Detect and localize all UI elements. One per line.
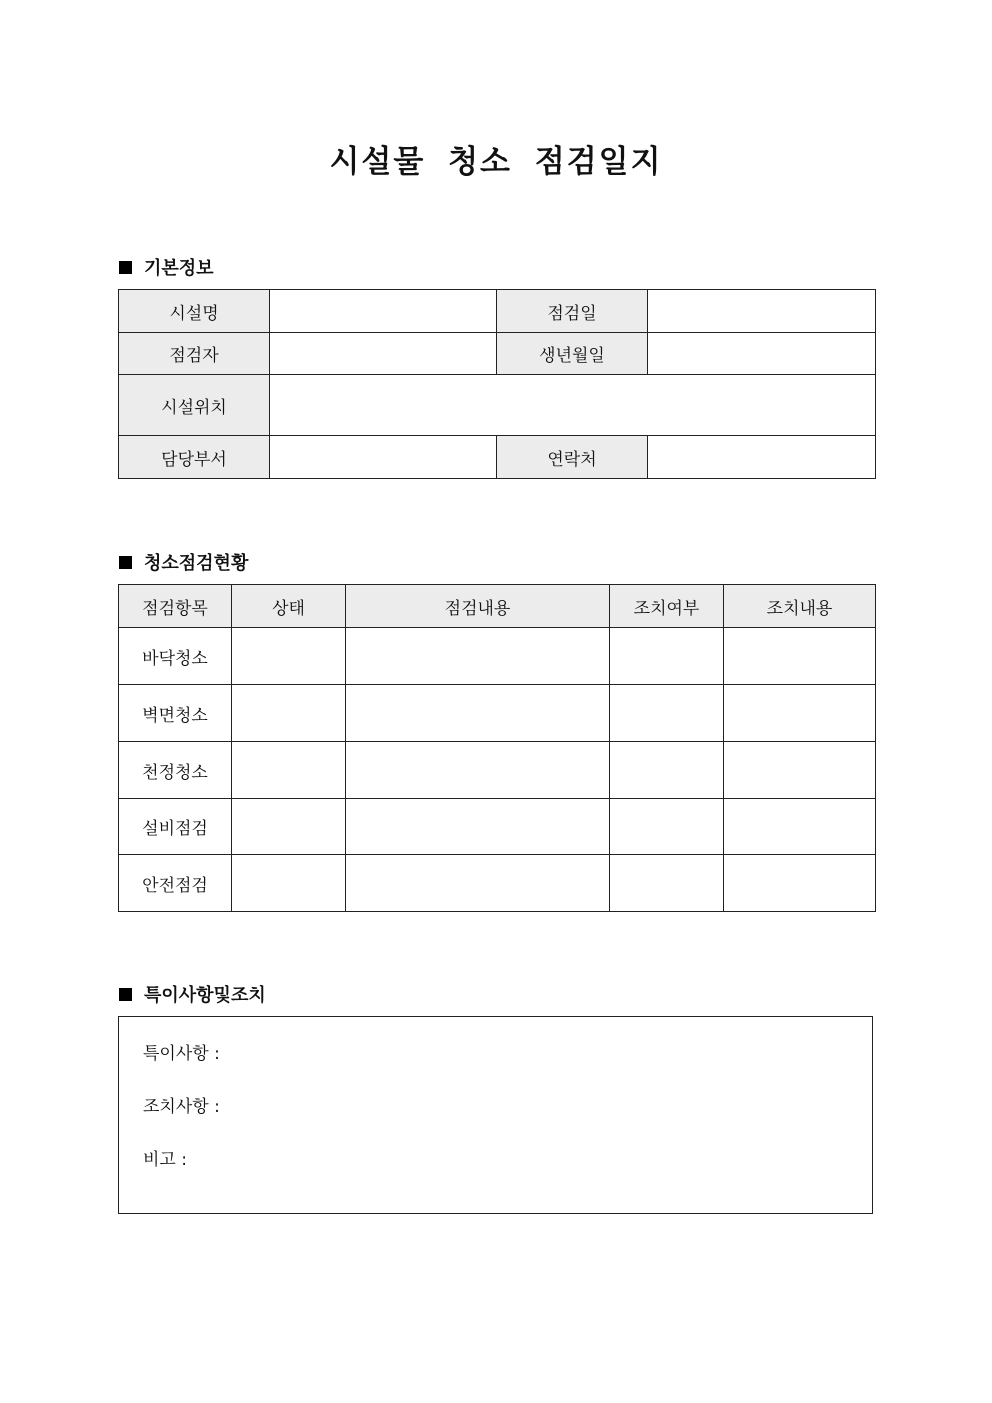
- header-status: 상태: [232, 585, 346, 628]
- inspector-field[interactable]: [270, 333, 497, 375]
- section-remarks-heading: [119, 981, 266, 1007]
- action-detail-cell[interactable]: [724, 742, 876, 799]
- action-detail-cell[interactable]: [724, 799, 876, 855]
- square-bullet-icon: [119, 556, 132, 569]
- note-label: 비고 :: [143, 1150, 187, 1170]
- action-taken-cell[interactable]: [610, 742, 724, 799]
- basic-row-3: [119, 375, 876, 436]
- basic-info-table: [118, 289, 876, 479]
- inspection-table: [118, 584, 876, 912]
- page-title: 시설물 청소 점검일지: [329, 144, 663, 180]
- section-basic-label: 기본정보: [144, 258, 214, 279]
- status-cell[interactable]: [232, 742, 346, 799]
- content-cell[interactable]: [346, 628, 610, 685]
- status-cell[interactable]: [232, 685, 346, 742]
- table-row: [119, 855, 876, 912]
- action-detail-cell[interactable]: [724, 628, 876, 685]
- status-cell[interactable]: [232, 628, 346, 685]
- status-cell[interactable]: [232, 855, 346, 912]
- action-taken-cell[interactable]: [610, 855, 724, 912]
- row-item-label: 천정청소: [119, 742, 232, 799]
- content-cell[interactable]: [346, 685, 610, 742]
- table-row: [119, 685, 876, 742]
- table-row: [119, 799, 876, 855]
- basic-row-1: [119, 290, 876, 333]
- table-row: [119, 628, 876, 685]
- action-notes-label: 조치사항 :: [143, 1097, 220, 1117]
- contact-label: 연락처: [497, 436, 648, 479]
- action-taken-cell[interactable]: [610, 799, 724, 855]
- location-label: 시설위치: [119, 375, 270, 436]
- special-notes-label: 특이사항 :: [143, 1044, 220, 1064]
- content-cell[interactable]: [346, 855, 610, 912]
- inspection-date-label: 점검일: [497, 290, 648, 333]
- section-inspection-heading: [119, 549, 248, 575]
- header-action-taken: 조치여부: [610, 585, 724, 628]
- table-row: [119, 742, 876, 799]
- row-item-label: 안전점검: [119, 855, 232, 912]
- content-cell[interactable]: [346, 799, 610, 855]
- facility-name-label: 시설명: [119, 290, 270, 333]
- inspection-header-row: [119, 585, 876, 628]
- square-bullet-icon: [119, 988, 132, 1001]
- square-bullet-icon: [119, 261, 132, 274]
- basic-row-4: [119, 436, 876, 479]
- inspection-date-field[interactable]: [648, 290, 876, 333]
- remarks-box[interactable]: [118, 1016, 873, 1214]
- status-cell[interactable]: [232, 799, 346, 855]
- header-action-detail: 조치내용: [724, 585, 876, 628]
- contact-field[interactable]: [648, 436, 876, 479]
- department-label: 담당부서: [119, 436, 270, 479]
- section-inspection-label: 청소점검현황: [144, 553, 249, 574]
- row-item-label: 설비점검: [119, 799, 232, 855]
- birth-date-field[interactable]: [648, 333, 876, 375]
- action-taken-cell[interactable]: [610, 628, 724, 685]
- row-item-label: 바닥청소: [119, 628, 232, 685]
- header-item: 점검항목: [119, 585, 232, 628]
- section-remarks-label: 특이사항및조치: [144, 985, 266, 1006]
- action-detail-cell[interactable]: [724, 685, 876, 742]
- action-detail-cell[interactable]: [724, 855, 876, 912]
- action-taken-cell[interactable]: [610, 685, 724, 742]
- location-field[interactable]: [270, 375, 876, 436]
- content-cell[interactable]: [346, 742, 610, 799]
- birth-date-label: 생년월일: [497, 333, 648, 375]
- facility-name-field[interactable]: [270, 290, 497, 333]
- basic-row-2: [119, 333, 876, 375]
- row-item-label: 벽면청소: [119, 685, 232, 742]
- inspector-label: 점검자: [119, 333, 270, 375]
- department-field[interactable]: [270, 436, 497, 479]
- section-basic-heading: [119, 254, 214, 280]
- header-content: 점검내용: [346, 585, 610, 628]
